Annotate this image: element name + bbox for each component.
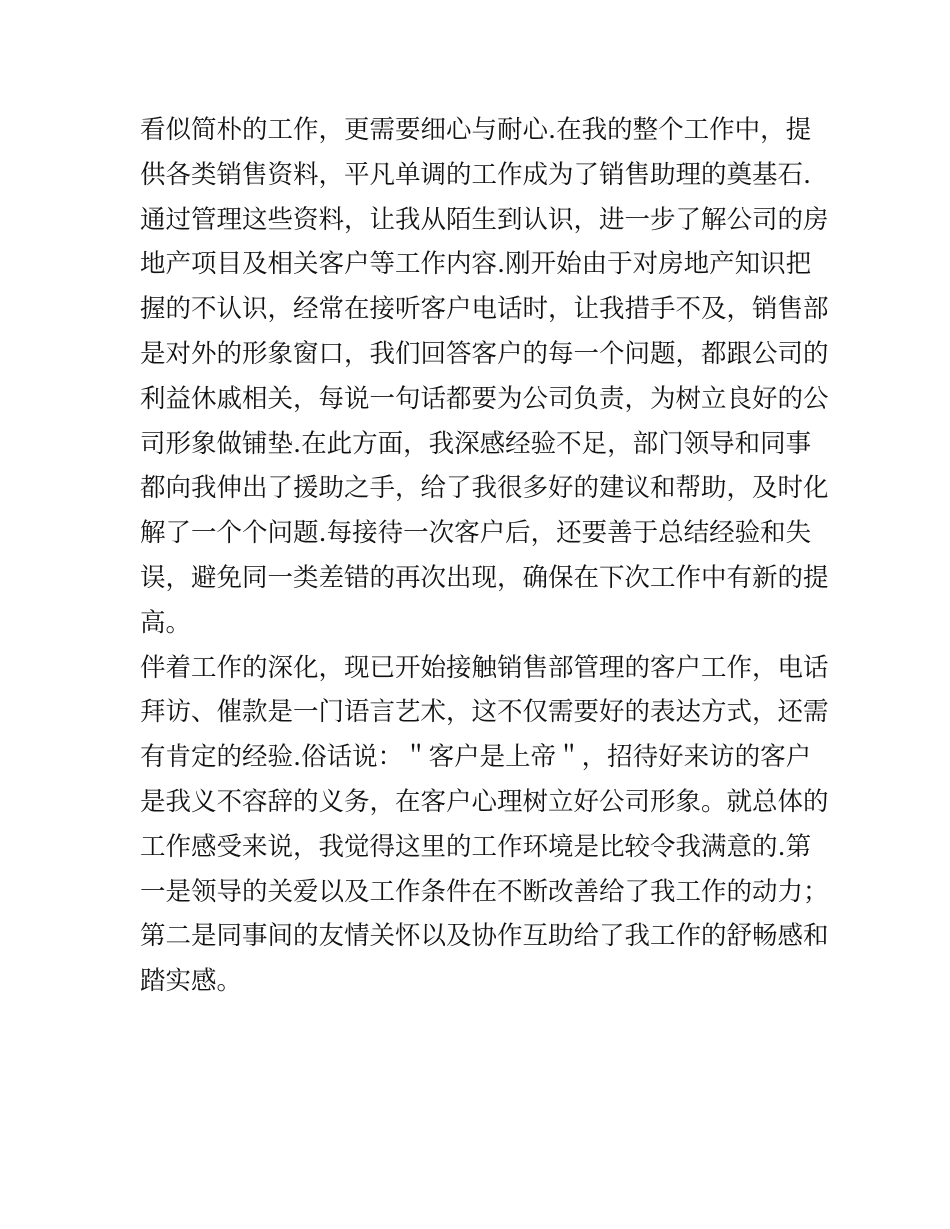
text-line: 解了一个个问题.每接待一次客户后，还要善于总结经验和失 [140, 518, 812, 549]
text-line: 通过管理这些资料，让我从陌生到认识，进一步了解公司的房 [140, 204, 829, 235]
text-line: 踏实感。 [140, 966, 243, 997]
text-line: 拜访、催款是一门语言艺术，这不仅需要好的表达方式，还需 [140, 697, 829, 728]
text-line: 有肯定的经验.俗话说：＂客户是上帝＂，招待好来访的客户 [140, 742, 812, 773]
text-line: 利益休戚相关，每说一句话都要为公司负责，为树立良好的公 [140, 383, 829, 414]
text-line: 都向我伸出了援助之手，给了我很多好的建议和帮助，及时化 [140, 473, 829, 504]
text-line: 第二是同事间的友情关怀以及协作互助给了我工作的舒畅感和 [140, 921, 829, 952]
text-line: 地产项目及相关客户等工作内容.刚开始由于对房地产知识把 [140, 249, 812, 280]
body-text [140, 108, 829, 1004]
text-line: 高。 [140, 607, 192, 638]
text-line: 司形象做铺垫.在此方面，我深感经验不足，部门领导和同事 [140, 428, 812, 459]
text-line: 工作感受来说，我觉得这里的工作环境是比较令我满意的.第 [140, 831, 812, 862]
text-line: 是我义不容辞的义务，在客户心理树立好公司形象。就总体的 [140, 786, 829, 817]
text-line: 误，避免同一类差错的再次出现，确保在下次工作中有新的提 [140, 562, 829, 593]
text-line: 是对外的形象窗口，我们回答客户的每一个问题，都跟公司的 [140, 338, 829, 369]
text-line: 供各类销售资料，平凡单调的工作成为了销售助理的奠基石. [140, 159, 812, 190]
text-line: 握的不认识，经常在接听客户电话时，让我措手不及，销售部 [140, 294, 829, 325]
text-line: 伴着工作的深化，现已开始接触销售部管理的客户工作，电话 [140, 652, 829, 683]
text-line: 看似简朴的工作，更需要细心与耐心.在我的整个工作中，提 [140, 115, 812, 145]
text-line: 一是领导的关爱以及工作条件在不断改善给了我工作的动力； [140, 876, 829, 907]
